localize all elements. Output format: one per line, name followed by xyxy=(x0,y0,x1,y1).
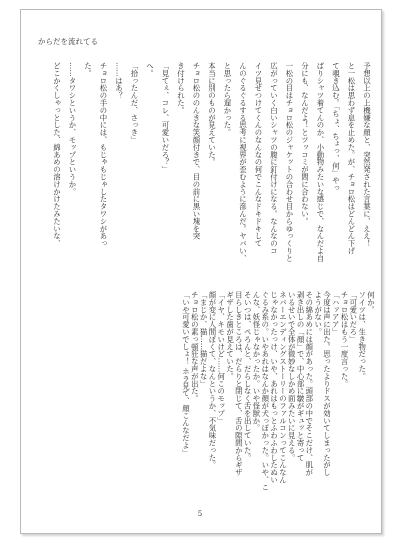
text-column: 顔が変に人間ぽくて、なんというか、不気味だった。 xyxy=(207,291,217,469)
text-column: その綿あめには顔があった。頭部の中でそこだけ、肌が xyxy=(304,291,314,476)
text-column: ようがない。 xyxy=(313,291,323,336)
text-column: 「可愛いだろ」 xyxy=(348,291,358,343)
text-column: そいつは、ぺろんと、だらしなく舌を出していた。 xyxy=(243,291,253,462)
text-column: 「まじか、猫……猫だよな」 xyxy=(199,291,209,388)
text-column: 「イヤ、キモいけど……何このモップ」 xyxy=(216,291,226,425)
running-header: からだを流れてる xyxy=(38,37,98,46)
text-column: 「拾ったんだ、さっき」 xyxy=(130,62,139,144)
text-column: 何か。 xyxy=(366,291,376,314)
text-column: き付けられた。 xyxy=(176,62,186,114)
text-column: ネバーエンディングストーリーのファルコンってこんなん xyxy=(278,291,288,484)
text-column: 予想以上の上機嫌な顔と、突然発された言葉に、ええ！ xyxy=(362,62,372,247)
text-column: チョロ松ののんきな笑顔付きで、目の前に黒い塊を突 xyxy=(192,62,201,240)
text-column: 一松の目はチョロ松のジャケットの合わせ目からゆっくりと xyxy=(285,62,294,262)
text-column: 分にも、なんだよ！とツッコミが間に合わない。 xyxy=(300,62,310,225)
page-number: 5 xyxy=(197,510,203,518)
text-column: イツ見せつけてくんのなんなの何でこんなドキドキして xyxy=(254,62,263,247)
text-column: 「見てぇ、コレ、可愛いだろ？」 xyxy=(161,62,170,173)
text-column: いるせいで全体が微妙なしかめ面みたいに見える。 xyxy=(287,291,297,462)
text-column: 「ハァアア」 xyxy=(331,291,341,336)
text-column: 「いや可愛いでしょ！ ホラ見て、顔こんなだよ」 xyxy=(181,291,191,457)
text-column: ギザした歯が見えていた。 xyxy=(225,291,235,380)
text-column: 剥き出しの「顔」で、中心部に皺がギュッと寄って xyxy=(296,291,306,462)
text-column: 今度は声に出た。思ったよりドスが効いてしまったがし xyxy=(322,291,332,476)
text-column: ……タワシというか、モップというか。 xyxy=(68,62,77,196)
text-column: チョロ松の素っ頓狂な声が出た。 xyxy=(190,291,200,402)
text-column: 本当に別のものが見えていた。 xyxy=(207,62,217,166)
text-column: と思ったら遅かった。 xyxy=(223,62,232,136)
text-column: ソイツは、生き物だった。 xyxy=(357,291,367,380)
text-column: んな、妖怪じゃなかったか。いや怪獣か。 xyxy=(251,291,261,432)
text-column: ぱりシャツ着てんのか、小動物みたいな感じで、なんだよ自 xyxy=(316,62,325,262)
text-column: チョロ松はもう一度言った。 xyxy=(340,291,350,388)
text-column: んのぐるぐるする思考に視界が歪むように滲んだ。ヤバい、 xyxy=(238,62,248,262)
text-column: ぐるみ系の。いやあれはなんか顔が犬っぽかった。いや、こ xyxy=(260,291,270,491)
text-column: 目らしきところは、だらりと閉じて、舌の隙間からギザ xyxy=(234,291,244,476)
text-column: た。 xyxy=(83,62,93,77)
page-frame xyxy=(20,9,382,534)
text-column: どこかくしゃっとした、綿あめの溶けかけたみたいな、 xyxy=(52,62,62,247)
text-column: ……はあ？ xyxy=(114,62,124,99)
text-column: チョロ松の手の中には、もじゃもじゃしたタワシがあっ xyxy=(99,62,108,247)
text-column: て覗き込む。「ちょ、ちょっ、何」やっ xyxy=(331,62,341,192)
text-column: と一松は思わず息を止めた。が、チョロ松はどんどん下げ xyxy=(347,62,356,255)
text-column: へ。 xyxy=(145,62,155,77)
text-column: 広がっていく白いシャツの腹に釘付けになる。なんなのコ xyxy=(269,62,279,255)
text-column: じゃなかったっけ、いや、あれはもっとふわふわしたぬい xyxy=(269,291,279,484)
